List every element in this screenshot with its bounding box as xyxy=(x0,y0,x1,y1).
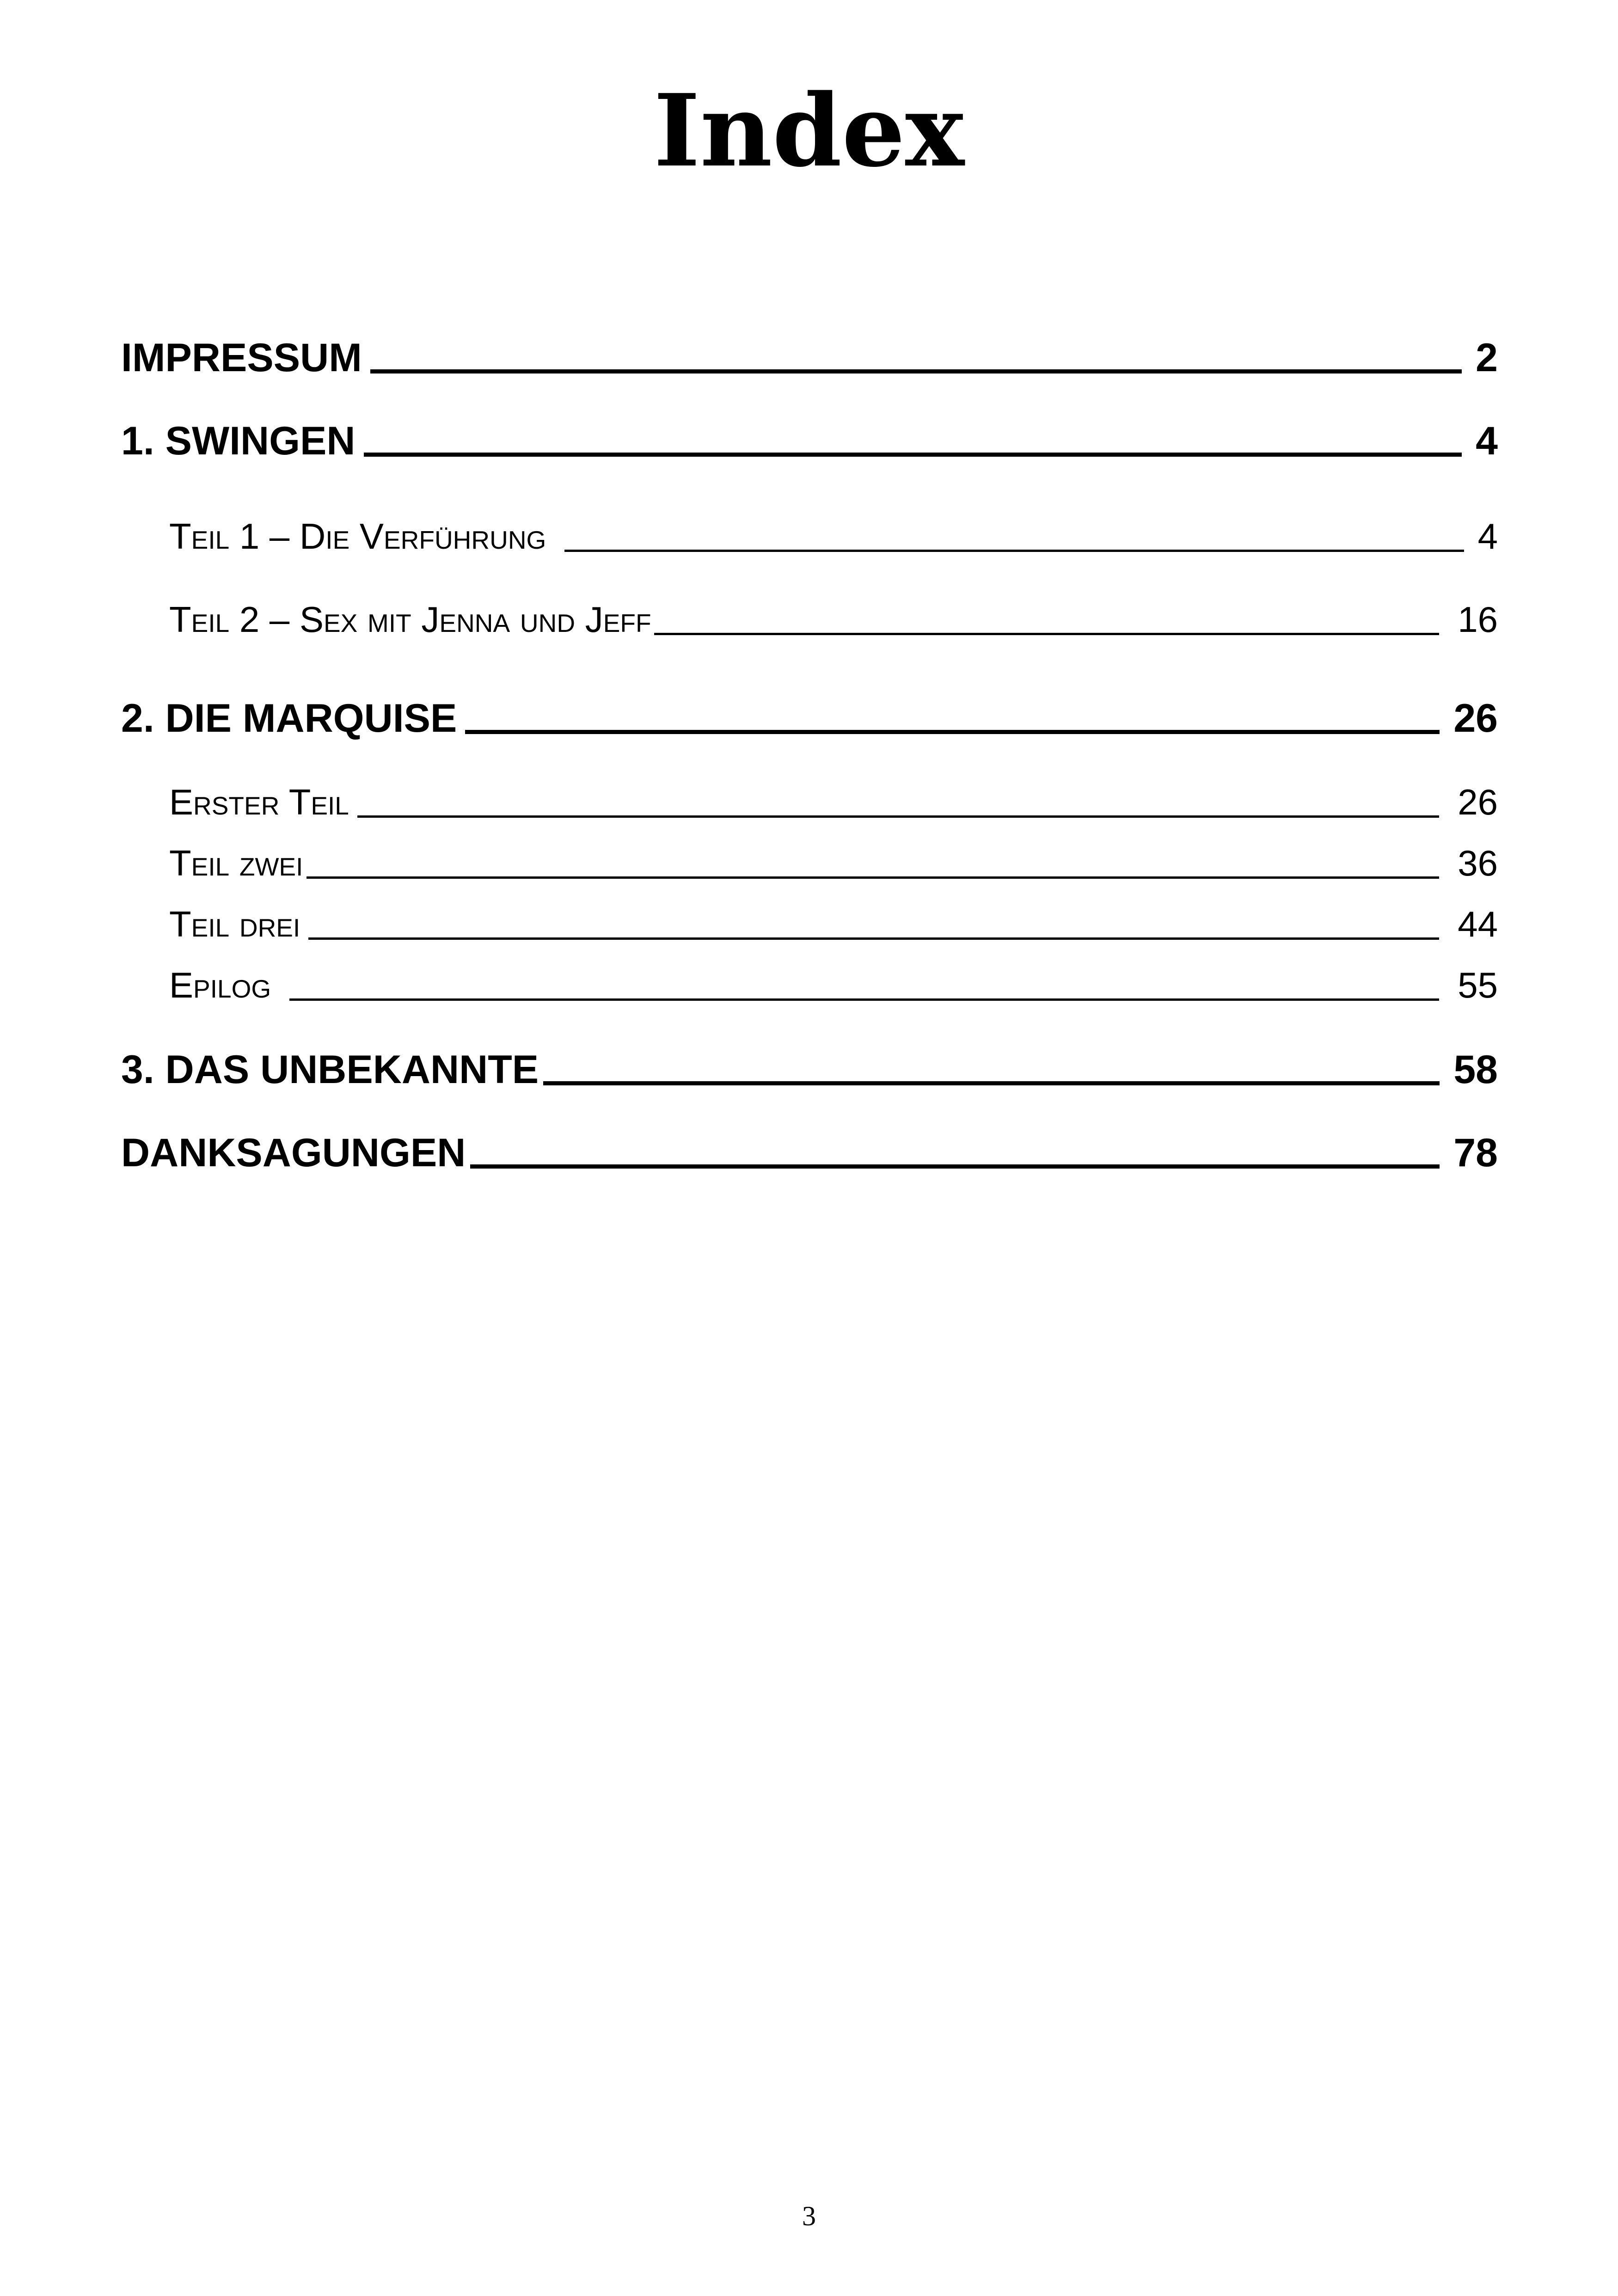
toc-page-number: 16 xyxy=(1458,599,1498,640)
toc-entry-teil-drei[interactable] xyxy=(169,903,1498,945)
toc-leader-line xyxy=(364,453,1462,457)
toc-entry-teil-zwei[interactable] xyxy=(169,842,1498,884)
toc-leader-line xyxy=(543,1081,1440,1085)
toc-entry-label: Teil drei xyxy=(169,904,300,944)
toc-leader-line xyxy=(654,633,1440,635)
toc-page-number: 4 xyxy=(1477,516,1498,557)
toc-entry-label: Teil 2 – Sex mit Jenna und Jeff xyxy=(169,599,651,640)
toc-entry-label: 3. DAS UNBEKANNTE xyxy=(121,1047,539,1092)
page-number: 3 xyxy=(802,2201,816,2231)
toc-page-number: 26 xyxy=(1453,696,1498,741)
toc-entry-label: 2. DIE MARQUISE xyxy=(121,696,457,741)
toc-page-number: 4 xyxy=(1476,419,1498,463)
page-title: Index xyxy=(653,72,965,189)
toc-leader-line xyxy=(465,730,1440,734)
toc-page-number: 55 xyxy=(1458,965,1498,1005)
toc-page-number: 2 xyxy=(1476,336,1498,380)
toc-leader-line xyxy=(564,550,1464,552)
toc-page-number: 58 xyxy=(1453,1047,1498,1092)
toc-entry-erster-teil[interactable] xyxy=(169,781,1498,823)
toc-entry-marquise[interactable] xyxy=(121,696,1498,741)
toc-entry-label: Erster Teil xyxy=(169,782,349,822)
toc-entry-teil-1[interactable] xyxy=(169,515,1498,557)
toc-entry-label: DANKSAGUNGEN xyxy=(121,1131,466,1175)
toc-leader-line xyxy=(306,876,1439,879)
toc-entry-label: 1. SWINGEN xyxy=(121,419,355,463)
toc-entry-danksagungen[interactable] xyxy=(121,1130,1498,1176)
toc-page-number: 44 xyxy=(1458,904,1498,944)
toc-entry-impressum[interactable] xyxy=(121,335,1498,381)
toc-entry-label: Teil zwei xyxy=(169,843,303,883)
toc-page-number: 36 xyxy=(1458,843,1498,883)
toc-page-number: 26 xyxy=(1458,782,1498,822)
toc-entry-unbekannte[interactable] xyxy=(121,1047,1498,1093)
toc-page-number: 78 xyxy=(1453,1131,1498,1175)
toc-entry-epilog[interactable] xyxy=(169,964,1498,1006)
toc-entry-swingen[interactable] xyxy=(121,418,1498,464)
toc-leader-line xyxy=(308,937,1439,940)
toc-entry-label: IMPRESSUM xyxy=(121,336,362,380)
toc-entry-label: Teil 1 – Die Verführung xyxy=(169,516,546,557)
toc-entry-label: Epilog xyxy=(169,965,271,1005)
toc-leader-line xyxy=(470,1164,1440,1169)
toc-leader-line xyxy=(357,815,1439,818)
toc-leader-line xyxy=(289,998,1439,1001)
toc-leader-line xyxy=(370,369,1462,373)
toc-entry-teil-2[interactable] xyxy=(169,599,1498,641)
